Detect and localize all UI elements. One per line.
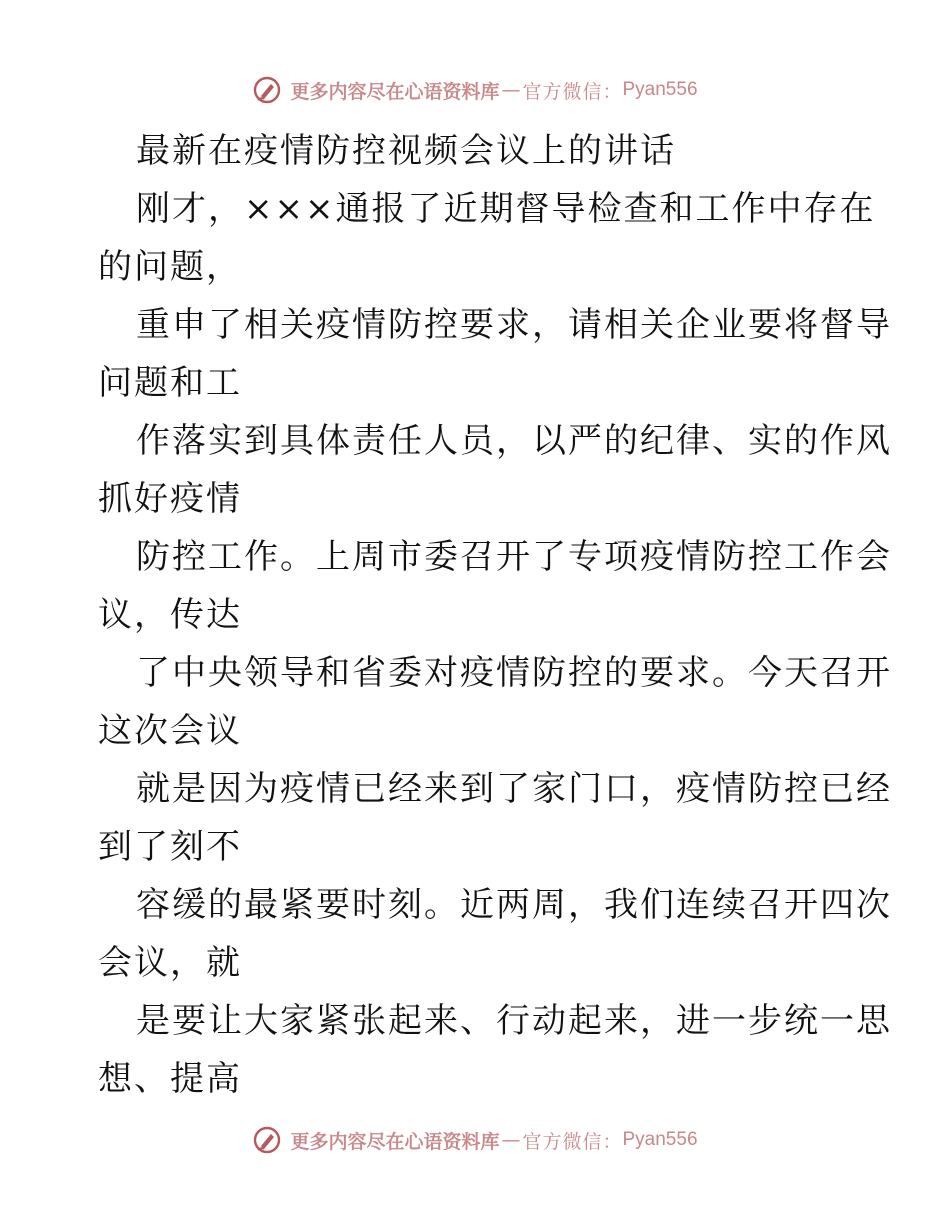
text-line: 问题和工 <box>98 363 242 403</box>
document-title: 最新在疫情防控视频会议上的讲话 <box>136 131 676 171</box>
watermark-label: 官方微信： <box>522 1130 623 1153</box>
text-line: 抓好疫情 <box>98 479 242 519</box>
text-line: 重申了相关疫情防控要求，请相关企业要将督导 <box>136 305 892 345</box>
pen-logo-icon <box>252 75 282 105</box>
watermark-separator: — <box>501 79 521 101</box>
text-line: 会议，就 <box>98 943 242 983</box>
watermark-brand: 更多内容尽在心语资料库 <box>290 80 500 103</box>
text-line: 的问题， <box>98 247 242 287</box>
footer-watermark <box>0 1120 950 1160</box>
document-body <box>98 122 892 1108</box>
text-line: 刚才，×××通报了近期督导检查和工作中存在 <box>136 189 876 229</box>
watermark-label: 官方微信： <box>522 80 623 103</box>
text-line: 议，传达 <box>98 595 242 635</box>
text-line: 了中央领导和省委对疫情防控的要求。今天召开 <box>136 653 892 693</box>
text-line: 容缓的最紧要时刻。近两周，我们连续召开四次 <box>136 885 892 925</box>
watermark-wechat-id: Pyan556 <box>622 79 698 100</box>
watermark-brand: 更多内容尽在心语资料库 <box>290 1130 500 1153</box>
text-line: 就是因为疫情已经来到了家门口，疫情防控已经 <box>136 769 892 809</box>
watermark-wechat-id: Pyan556 <box>622 1129 698 1150</box>
header-watermark <box>0 70 950 110</box>
text-line: 防控工作。上周市委召开了专项疫情防控工作会 <box>136 537 892 577</box>
pen-logo-icon <box>252 1125 282 1155</box>
text-line: 想、提高 <box>98 1059 242 1099</box>
text-line: 作落实到具体责任人员，以严的纪律、实的作风 <box>136 421 892 461</box>
text-line: 到了刻不 <box>98 827 242 867</box>
text-line: 这次会议 <box>98 711 242 751</box>
watermark-separator: — <box>501 1129 521 1151</box>
text-line: 是要让大家紧张起来、行动起来，进一步统一思 <box>136 1001 892 1041</box>
